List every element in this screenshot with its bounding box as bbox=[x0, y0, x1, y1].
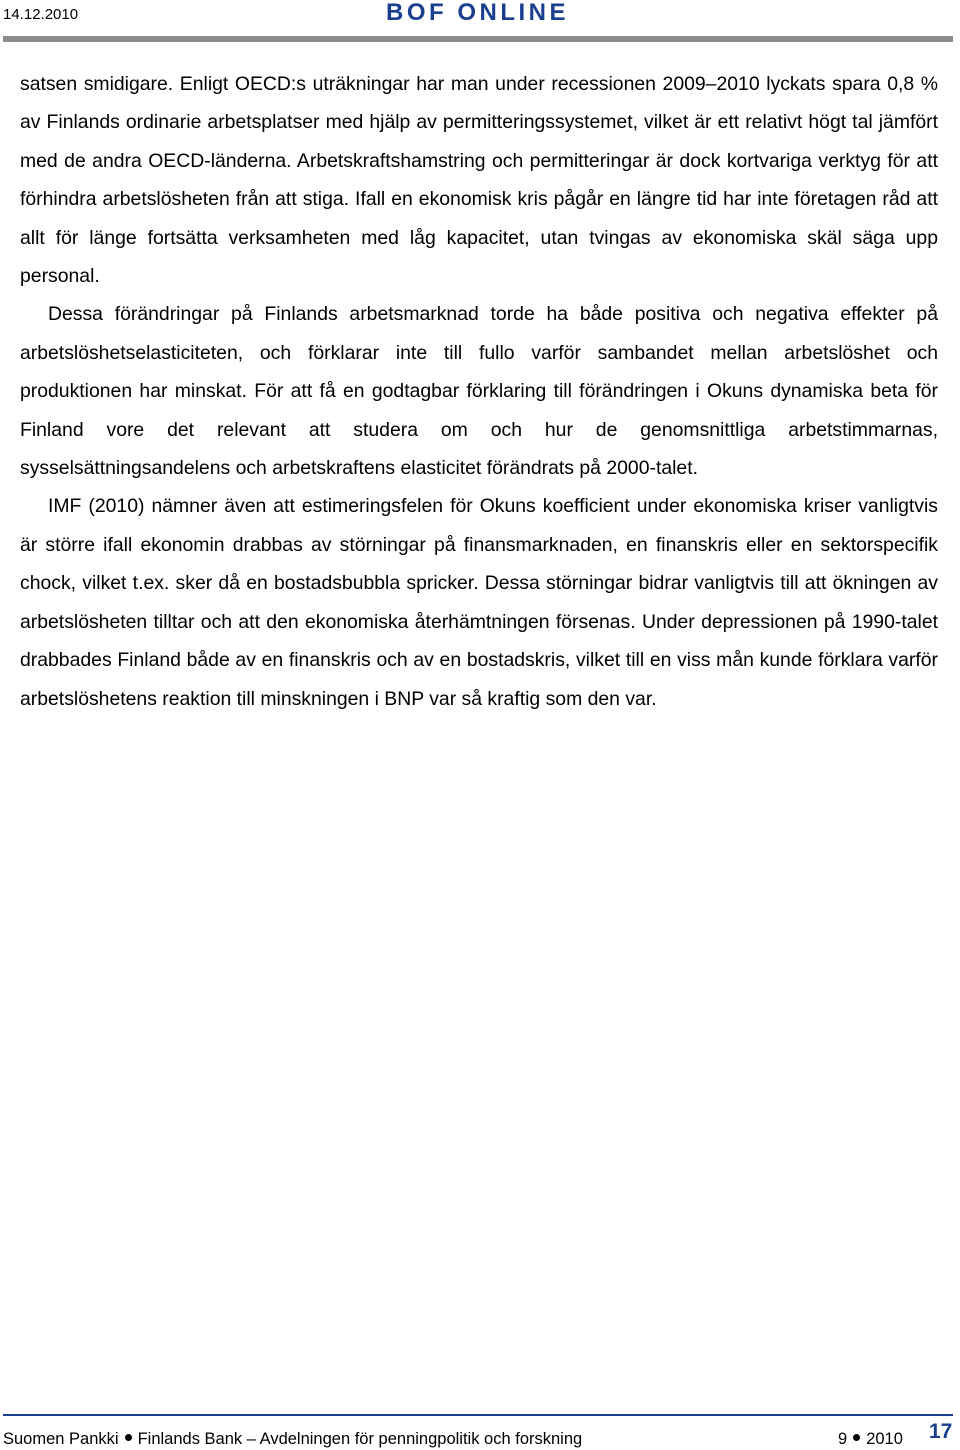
publication-title: BOF ONLINE bbox=[386, 0, 569, 26]
page-number: 17 bbox=[929, 1420, 953, 1443]
issue-year: 2010 bbox=[866, 1430, 903, 1448]
paragraph: satsen smidigare. Enligt OECD:s uträkningar har man under recessionen 2009–2010 lyckats spara 0,8 % av Finlands ordinarie arbetsplatser med hjälp av permitteringssystemet, vilket är ett relativt högt tal jämfört med de andra OECD-länderna. Arbetskraftshamstring och permitteringar är dock kortvariga verktyg för att förhindra arbetslösheten från att stiga. Ifall en ekonomisk kris pågår en längre tid har inte företagen råd att allt för länge fortsätta verksamheten med låg kapacitet, utan tvingas av ekonomiska skäl säga upp personal. bbox=[20, 73, 938, 288]
page-header bbox=[0, 0, 960, 40]
paragraph: Dessa förändringar på Finlands arbetsmarknad torde ha både positiva och negativa effekter på arbetslöshetselasticiteten, och förklarar inte till fullo varför sambandet mellan arbetslöshet och produktionen har minskat. För att få en godtagbar förklaring till förändringen i Okuns dynamiska beta för Finland vore det relevant att studera om och hur de genomsnittliga arbetstimmarnas, sysselsättningsandelens och arbetskraftens elasticitet förändrats på 2000-talet. bbox=[20, 303, 938, 480]
article-body bbox=[20, 65, 938, 718]
footer-department: Avdelningen för penningpolitik och forskning bbox=[259, 1430, 583, 1448]
footer-organization bbox=[3, 1429, 582, 1449]
footer-dash: – bbox=[246, 1430, 256, 1448]
page-footer bbox=[0, 1414, 960, 1450]
issue-number: 9 bbox=[838, 1430, 848, 1448]
footer-org-finnish: Suomen Pankki bbox=[3, 1430, 119, 1448]
footer-divider bbox=[3, 1414, 953, 1416]
bullet-icon bbox=[125, 1434, 132, 1441]
footer-issue bbox=[838, 1429, 903, 1449]
footer-org-swedish: Finlands Bank bbox=[137, 1430, 243, 1448]
paragraph: IMF (2010) nämner även att estimeringsfelen för Okuns koefficient under ekonomiska kriser vanligtvis är större ifall ekonomin drabbas av störningar på finansmarknaden, en finanskris eller en sektorspecifik chock, vilket t.ex. sker då en bostadsbubbla spricker. Dessa störningar bidrar vanligtvis till att ökningen av arbetslösheten tilltar och att den ekonomiska återhämtningen försenas. Under depressionen på 1990-talet drabbades Finland både av en finanskris och av en bostadskris, vilket till en viss mån kunde förklara varför arbetslöshetens reaktion till minskningen i BNP var så kraftig som den var. bbox=[20, 495, 938, 710]
header-date: 14.12.2010 bbox=[3, 6, 79, 23]
header-divider bbox=[3, 36, 953, 42]
bullet-icon bbox=[853, 1434, 860, 1441]
